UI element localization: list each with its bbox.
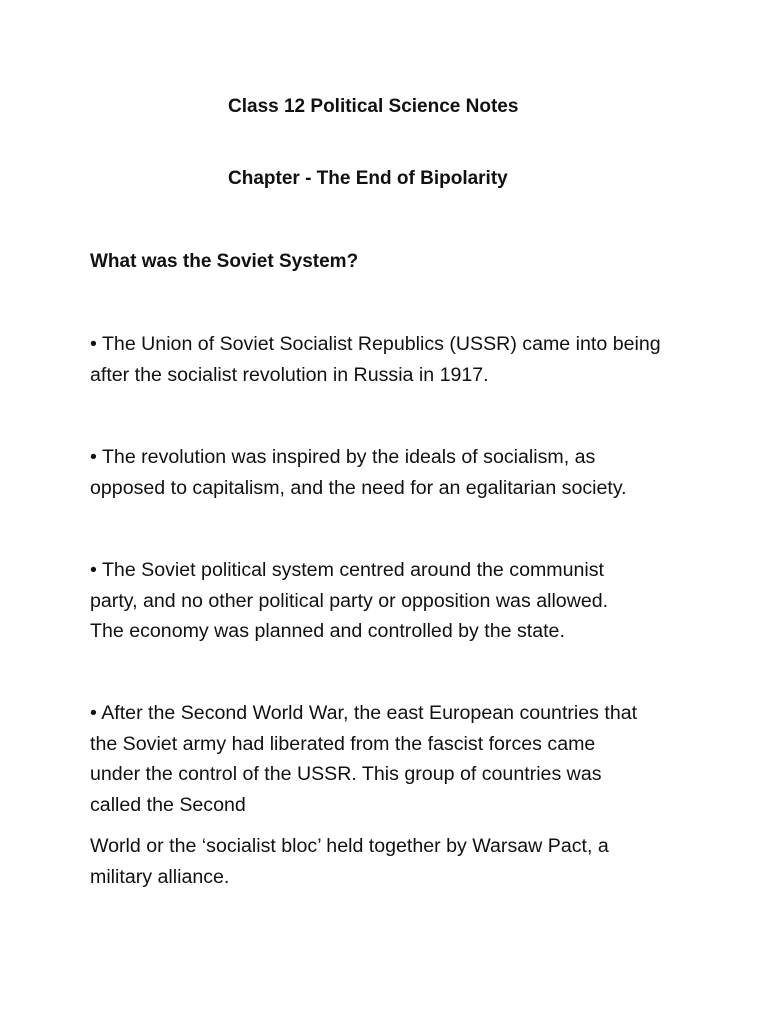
paragraph-line: The economy was planned and controlled by the state. [90, 620, 565, 642]
paragraph-line: • The Soviet political system centred around the communist [90, 559, 605, 581]
paragraph-line: the Soviet army had liberated from the fascist forces came [90, 732, 596, 755]
paragraph-line: called the Second [90, 793, 246, 816]
paragraph-line: after the socialist revolution in Russia in 1917. [90, 363, 489, 386]
paragraph-line: • After the Second World War, the east European countries that [90, 702, 638, 724]
paragraph-line: • The revolution was inspired by the ideals of socialism, as [90, 446, 596, 468]
paragraph-line: military alliance. [90, 865, 230, 888]
chapter-title: Chapter - The End of Bipolarity [228, 168, 508, 189]
section-heading: What was the Soviet System? [90, 251, 359, 272]
document-title: Class 12 Political Science Notes [228, 96, 519, 117]
paragraph-line: party, and no other political party or opposition was allowed. [90, 589, 609, 612]
paragraph-second-world [90, 698, 690, 820]
paragraph-political-system [90, 555, 690, 647]
paragraph-socialist-bloc [90, 831, 690, 892]
paragraph-line: under the control of the USSR. This group of countries was [90, 763, 602, 785]
paragraph-line: • The Union of Soviet Socialist Republics (USSR) came into being [90, 333, 661, 355]
paragraph-ussr-origin [90, 329, 690, 390]
paragraph-line: opposed to capitalism, and the need for an egalitarian society. [90, 476, 627, 499]
paragraph-line: World or the ‘socialist bloc’ held together by Warsaw Pact, a [90, 835, 609, 857]
paragraph-revolution-ideals [90, 442, 690, 503]
